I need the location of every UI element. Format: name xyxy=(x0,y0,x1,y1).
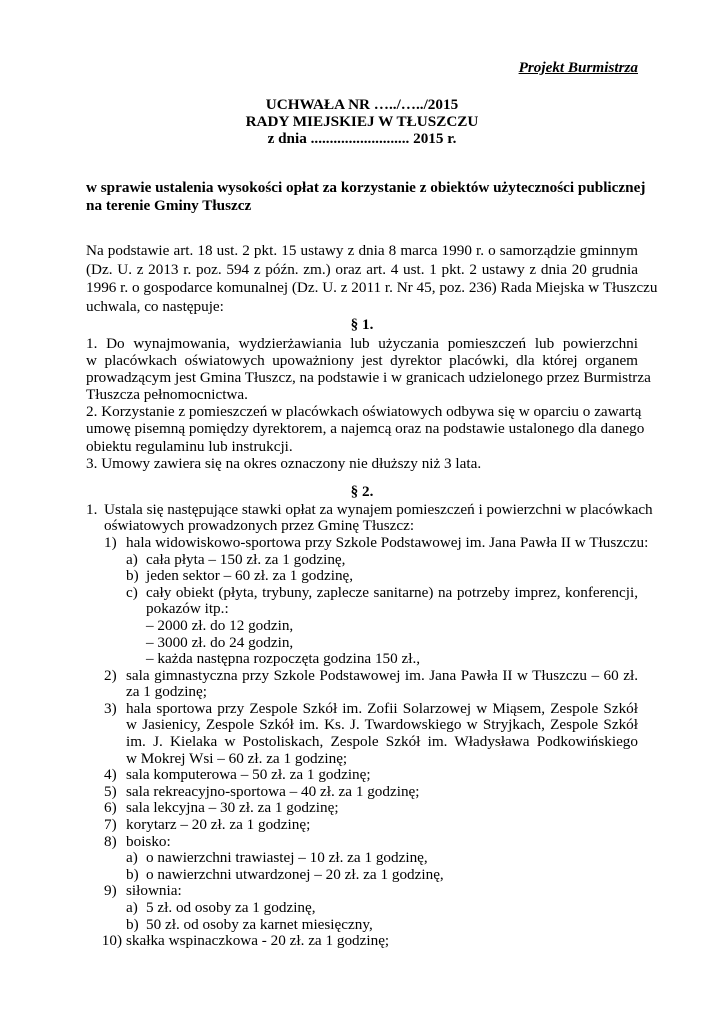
list-item xyxy=(0,618,724,635)
list-item-line: sala lekcyjna – 30 zł. za 1 godzinę; xyxy=(126,799,339,817)
paragraph-line: Tłuszcza pełnomocnictwa. xyxy=(86,386,248,404)
list-item-line: cała płyta – 150 zł. za 1 godzinę, xyxy=(146,550,346,568)
list-marker: 2) xyxy=(104,666,117,684)
list-item xyxy=(0,933,724,950)
list-item xyxy=(0,867,724,884)
title-line: z dnia .......................... 2015 r. xyxy=(267,130,457,147)
list-item-line: o nawierzchni trawiastej – 10 zł. za 1 godzinę, xyxy=(146,849,428,867)
list-item-line: cały obiekt (płyta, trybuny, zaplecze sanitarne) na potrzeby imprez, konferencji, xyxy=(146,583,638,601)
list-item-line: sala gimnastyczna przy Szkole Podstawowej im. Jana Pawła II w Tłuszczu – 60 zł. xyxy=(126,666,638,684)
paragraph xyxy=(86,403,645,455)
list-item-line: skałka wspinaczkowa - 20 zł. za 1 godzinę; xyxy=(126,932,390,950)
list-item-line: korytarz – 20 zł. za 1 godzinę; xyxy=(126,816,311,834)
list-item xyxy=(0,917,724,934)
list-item-line: za 1 godzinę; xyxy=(126,683,207,701)
list-item-line: hala sportowa przy Zespole Szkół im. Zofii Solarzowej w Miąsem, Zespole Szkół xyxy=(126,699,638,717)
list-item-line: 5 zł. od osoby za 1 godzinę, xyxy=(146,899,316,916)
preamble-line: uchwala, co następuje: xyxy=(86,297,224,315)
section-1-body xyxy=(86,335,651,472)
title-line: UCHWAŁA NR …../…../2015 xyxy=(265,96,459,113)
preamble-line: (Dz. U. z 2013 r. poz. 594 z późn. zm.) oraz art. 4 ust. 1 pkt. 2 ustawy z dnia 20 grudnia xyxy=(86,260,638,278)
project-label: Projekt Burmistrza xyxy=(518,59,638,76)
list-marker: 1. xyxy=(86,500,98,518)
list-marker: 3) xyxy=(104,699,117,717)
list-item xyxy=(0,502,724,535)
title-line: RADY MIEJSKIEJ W TŁUSZCZU xyxy=(245,113,479,130)
list-item-line: o nawierzchni utwardzonej – 20 zł. za 1 godzinę, xyxy=(146,865,444,883)
list-item xyxy=(0,784,724,801)
list-item xyxy=(0,767,724,784)
preamble xyxy=(86,242,658,316)
subject-line: w sprawie ustalenia wysokości opłat za korzystanie z obiektów użyteczności publicznej xyxy=(86,179,646,196)
list-marker: a) xyxy=(126,550,138,568)
list-item-line: w Mokrej Wsi – 60 zł. za 1 godzinę; xyxy=(126,749,348,767)
list-item xyxy=(0,800,724,817)
list-item xyxy=(0,900,724,917)
paragraph-line: prowadzącym jest Gmina Tłuszcz, na podstawie i w granicach udzielonego przez Burmistrza xyxy=(86,369,651,387)
section-1-heading: § 1. xyxy=(350,316,374,333)
list-item-line: hala widowiskowo-sportowa przy Szkole Podstawowej im. Jana Pawła II w Tłuszczu: xyxy=(126,533,649,551)
list-item-line: – 2000 zł. do 12 godzin, xyxy=(146,616,294,634)
paragraph-line: 1. Do wynajmowania, wydzierżawiania lub użyczania pomieszczeń lub powierzchni xyxy=(86,335,638,352)
paragraph-line: umowę pisemną pomiędzy dyrektorem, a najemcą oraz na podstawie ustalonego dla danego xyxy=(86,420,645,438)
section-2-heading: § 2. xyxy=(350,482,374,500)
list-marker: b) xyxy=(126,865,139,883)
list-item xyxy=(0,552,724,569)
list-item xyxy=(0,668,724,701)
list-item-line: sala komputerowa – 50 zł. za 1 godzinę; xyxy=(126,766,371,784)
list-marker: 1) xyxy=(104,533,117,551)
list-marker: 8) xyxy=(104,832,117,850)
paragraph xyxy=(86,335,651,404)
paragraph-line: 3. Umowy zawiera się na okres oznaczony nie dłuższy niż 3 lata. xyxy=(86,454,482,472)
resolution-title xyxy=(86,96,638,147)
list-item-line: w Jasienicy, Zespole Szkół im. Ks. J. Twardowskiego w Stryjkach, Zespole Szkół xyxy=(126,716,638,734)
paragraph-line: 2. Korzystanie z pomieszczeń w placówkach oświatowych odbywa się w oparciu o zawartą xyxy=(86,403,642,421)
list-item-line: – 3000 zł. do 24 godzin, xyxy=(146,633,294,651)
list-item xyxy=(0,701,724,767)
list-item xyxy=(0,568,724,585)
list-marker: 7) xyxy=(104,816,117,834)
list-marker: 6) xyxy=(104,799,117,817)
list-item xyxy=(0,850,724,867)
list-marker: 10) xyxy=(101,932,122,950)
list-marker: a) xyxy=(126,899,138,916)
list-item xyxy=(0,535,724,552)
list-marker: 9) xyxy=(104,882,117,900)
list-item xyxy=(0,817,724,834)
list-item-line: boisko: xyxy=(126,832,171,850)
list-marker: 4) xyxy=(104,766,117,784)
list-item xyxy=(0,635,724,652)
list-item xyxy=(0,883,724,900)
list-item-line: Ustala się następujące stawki opłat za wynajem pomieszczeń i powierzchni w placówkach xyxy=(104,500,653,518)
paragraph-line: obiektu regulaminu lub instrukcji. xyxy=(86,437,293,455)
list-item-line: oświatowych prowadzonych przez Gminę Tłuszcz: xyxy=(104,517,415,535)
list-item-line: pokazów itp.: xyxy=(146,600,229,618)
list-item-line: im. J. Kielaka w Postoliskach, Zespole Szkół im. Władysława Podkowińskiego xyxy=(126,733,638,751)
list-item-line: 50 zł. od osoby za karnet miesięczny, xyxy=(146,915,373,933)
list-marker: a) xyxy=(126,849,138,867)
list-item-line: jeden sektor – 60 zł. za 1 godzinę, xyxy=(146,567,354,585)
preamble-line: 1996 r. o gospodarce komunalnej (Dz. U. z 2011 r. Nr 45, poz. 236) Rada Miejska w Tłuszczu xyxy=(86,279,658,296)
list-item-line: sala rekreacyjno-sportowa – 40 zł. za 1 godzinę; xyxy=(126,782,420,800)
preamble-line: Na podstawie art. 18 ust. 2 pkt. 15 ustawy z dnia 8 marca 1990 r. o samorządzie gminnym xyxy=(86,242,638,259)
list-marker: b) xyxy=(126,567,139,585)
list-item-line: – każda następna rozpoczęta godzina 150 zł., xyxy=(146,650,421,668)
list-item xyxy=(0,834,724,851)
subject-line: na terenie Gminy Tłuszcz xyxy=(86,197,252,214)
list-marker: b) xyxy=(126,915,139,933)
list-marker: c) xyxy=(126,583,138,601)
section-2-body xyxy=(0,502,724,950)
project-label-row xyxy=(86,59,638,77)
list-item xyxy=(0,651,724,668)
resolution-subject xyxy=(86,179,646,215)
paragraph-line: w placówkach oświatowych upoważniony jest dyrektor placówki, dla której organem xyxy=(86,352,638,370)
list-item-line: siłownia: xyxy=(126,882,182,900)
list-marker: 5) xyxy=(104,782,117,800)
list-item xyxy=(0,585,724,618)
paragraph xyxy=(86,455,638,472)
